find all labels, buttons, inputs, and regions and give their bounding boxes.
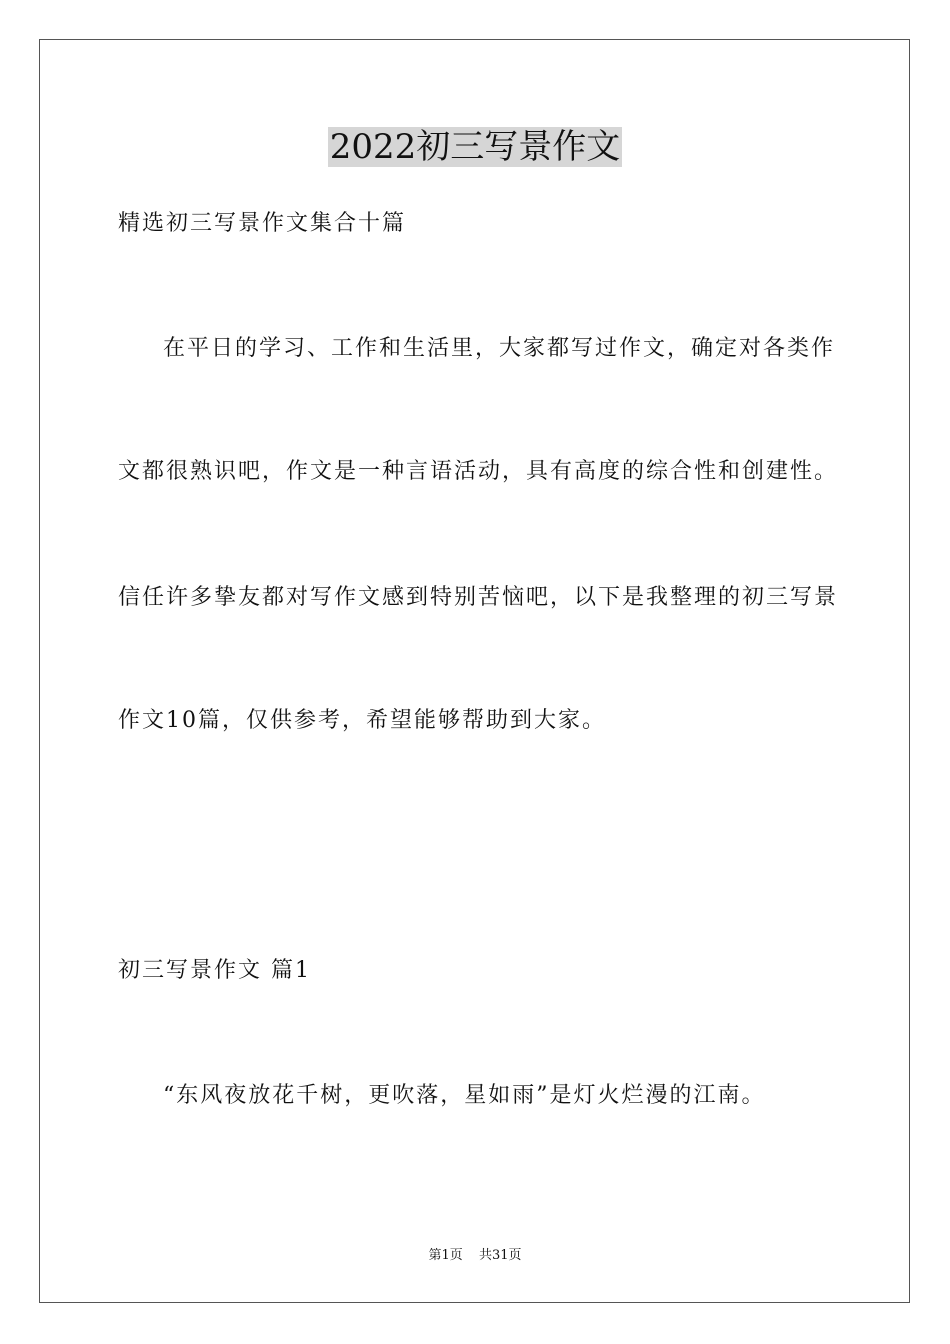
page-number-current: 第1页	[428, 1248, 463, 1263]
intro-line-1: 在平日的学习、工作和生活里，大家都写过作文，确定对各类作	[163, 336, 836, 361]
section-first-line: “东风夜放花千树，更吹落，星如雨”是灯火烂漫的江南。	[163, 1083, 766, 1108]
page-footer	[0, 1247, 950, 1265]
intro-line-4: 作文10篇，仅供参考，希望能够帮助到大家。	[118, 708, 606, 733]
intro-line-2: 文都很熟识吧，作文是一种言语活动，具有高度的综合性和创建性。	[118, 459, 839, 484]
document-title	[0, 125, 950, 169]
document-subtitle: 精选初三写景作文集合十篇	[118, 211, 407, 236]
page-number-total: 共31页	[478, 1248, 522, 1263]
document-title-text: 2022初三写景作文	[329, 127, 621, 167]
section-heading: 初三写景作文 篇1	[118, 958, 311, 983]
intro-line-3: 信任许多挚友都对写作文感到特别苦恼吧，以下是我整理的初三写景	[118, 585, 839, 610]
